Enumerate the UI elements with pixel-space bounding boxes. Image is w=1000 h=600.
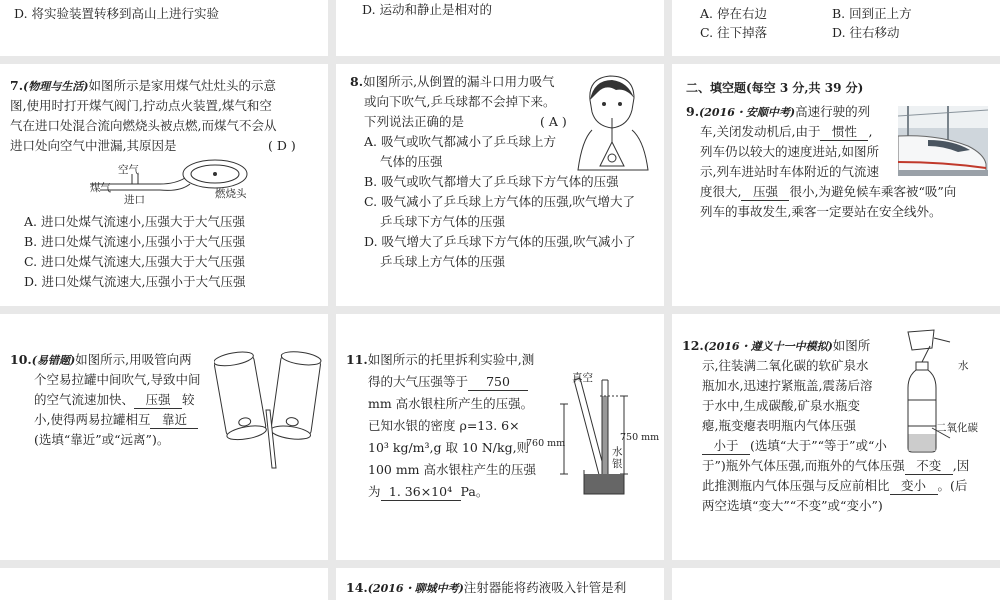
question-text: 车,关闭发动机后,由于 — [700, 124, 821, 139]
label-vacuum: 真空 — [572, 372, 593, 384]
question-text: ,因 — [952, 458, 970, 473]
question-tag: (易错题) — [31, 354, 76, 367]
question-text: 或向下吹气,乒乓球都不会掉下来。 — [364, 94, 556, 109]
option-d: D. 运动和静止是相对的 — [362, 2, 493, 17]
question-text: (选填“大于”“等于”或“小 — [750, 438, 887, 453]
question-text: 于”)瓶外气体压强,而瓶外的气体压强 — [702, 458, 905, 473]
question-tag: (2016・安顺中考) — [699, 106, 796, 119]
option-b: B. 回到正上方 — [832, 6, 912, 21]
question-text: 列车仍以较大的速度进站,如图所 — [700, 144, 879, 159]
question-tag: (物理与生活) — [23, 80, 89, 93]
answer-blank-2: 不变 — [905, 458, 953, 475]
question-14-line-1 — [346, 578, 626, 599]
question-11-line-2 — [368, 372, 528, 392]
answer-blank-2: 靠近 — [150, 412, 198, 429]
option-a: A. 吸气或吹气都减小了乒乓球上方 — [364, 134, 556, 149]
question-text: 注射器能将药液吸入针管是利 — [463, 580, 627, 595]
option-b: B. 进口处煤气流速小,压强小于大气压强 — [24, 234, 246, 249]
question-text: Pa。 — [460, 484, 489, 499]
label-air: 空气 — [118, 164, 139, 176]
question-12-line-6 — [702, 436, 887, 456]
question-text: 为 — [368, 484, 381, 499]
answer-blank-2: 压强 — [741, 184, 789, 201]
question-text: 此推测瓶内气体压强与反应前相比 — [702, 478, 890, 493]
question-text: 两空选填“变大”“不变”或“变小”) — [702, 498, 883, 513]
question-12-card — [672, 314, 1000, 560]
label-750: 750 mm — [620, 432, 660, 443]
question-9-line-2 — [700, 122, 872, 142]
card-bottom-left — [0, 568, 328, 600]
question-11-card — [336, 314, 664, 560]
option-c-cont: 乒乓球下方气体的压强 — [380, 214, 506, 229]
question-text: 100 mm 高水银柱产生的压强 — [368, 462, 537, 477]
question-text: 瓶加水,迅速拧紧瓶盖,震荡后溶 — [702, 378, 873, 393]
label-mercury: 水银 — [612, 446, 623, 470]
question-text: (选填“靠近”或“远离”)。 — [34, 432, 170, 447]
question-text: , — [868, 124, 873, 139]
answer-blank-3: 变小 — [890, 478, 938, 495]
option-b: B. 吸气或吹气都增大了乒乓球下方气体的压强 — [364, 174, 619, 189]
question-7-line-1 — [10, 76, 276, 97]
question-text: 较 — [182, 392, 195, 407]
question-text: 如图所示的托里拆利实验中,测 — [367, 352, 535, 367]
question-9-line-1 — [686, 102, 870, 123]
option-d-cont: 乒乓球上方气体的压强 — [380, 254, 506, 269]
option-c: C. 进口处煤气流速大,压强大于大气压强 — [24, 254, 246, 269]
question-text: 下列说法正确的是 — [364, 114, 465, 129]
question-10-line-1 — [10, 350, 192, 371]
option-d: D. 将实验装置转移到高山上进行实验 — [14, 6, 220, 21]
question-number: 9. — [686, 104, 700, 119]
option-d: D. 往右移动 — [832, 25, 900, 40]
question-text: 。(后 — [937, 478, 968, 493]
two-cans-diagram — [214, 350, 324, 470]
section-title: 二、填空题(每空 3 分,共 39 分) — [686, 81, 864, 95]
label-burner: 燃烧头 — [215, 188, 247, 200]
question-text: 列车的事故发生,乘客一定要站在安全线外。 — [700, 204, 942, 219]
question-text: 已知水银的密度 ρ=13. 6× — [368, 418, 520, 433]
question-10-card — [0, 314, 328, 560]
question-text: 如图所示是家用煤气灶灶头的示意 — [88, 78, 276, 93]
answer-blank-1: 小于 — [702, 438, 750, 455]
label-water: 水 — [958, 360, 969, 372]
question-14-card — [336, 568, 664, 600]
label-inlet: 进口 — [124, 194, 145, 206]
question-number: 10. — [10, 352, 32, 367]
question-8-card — [336, 64, 664, 306]
question-10-line-4 — [34, 410, 198, 430]
option-a: A. 进口处煤气流速小,压强大于大气压强 — [24, 214, 245, 229]
question-12-line-8 — [702, 476, 967, 496]
question-9-card — [672, 64, 1000, 306]
question-11-line-7 — [368, 482, 488, 502]
question-tag: (2016・聊城中考) — [367, 582, 464, 595]
answer: ( A ) — [540, 114, 567, 129]
option-d: D. 吸气增大了乒乓球下方气体的压强,吹气减小了 — [364, 234, 636, 249]
question-text: 如图所 — [832, 338, 871, 353]
question-text: 瘪,瓶变瘪表明瓶内气体压强 — [702, 418, 856, 433]
question-text: 小,使得两易拉罐相互 — [34, 412, 151, 427]
question-text: 图,使用时打开煤气阀门,拧动点火装置,煤气和空 — [10, 98, 272, 113]
label-gas: 煤气 — [90, 182, 111, 194]
funnel-boy-illustration — [568, 70, 658, 175]
option-a-cont: 气体的压强 — [380, 154, 443, 169]
question-text: 气在进口处混合流向燃烧头被点燃,而煤气不会从 — [10, 118, 277, 133]
question-7-card — [0, 64, 328, 306]
question-text: 如图所示,用吸管向两 — [75, 352, 192, 367]
option-c: C. 吸气减小了乒乓球上方气体的压强,吹气增大了 — [364, 194, 636, 209]
question-number: 12. — [682, 338, 704, 353]
question-text: 高速行驶的列 — [795, 104, 871, 119]
answer-blank-1: 压强 — [134, 392, 182, 409]
question-text: 得的大气压强等于 — [368, 374, 469, 389]
question-text: 示,往装满二氧化碳的软矿泉水 — [702, 358, 869, 373]
question-9-line-5 — [700, 182, 956, 202]
option-d: D. 进口处煤气流速大,压强小于大气压强 — [24, 274, 246, 289]
question-text: 进口处向空气中泄漏,其原因是 — [10, 138, 177, 153]
question-number: 14. — [346, 580, 368, 595]
train-photo — [898, 106, 988, 176]
question-text: 如图所示,从倒置的漏斗口用力吸气 — [363, 74, 555, 89]
question-11-line-1 — [346, 350, 534, 370]
question-number: 7. — [10, 78, 24, 93]
card-top-mid — [336, 0, 664, 56]
question-10-line-3 — [34, 390, 195, 410]
question-text: 度很大, — [700, 184, 742, 199]
question-12-line-7 — [702, 456, 969, 476]
question-text: 很小,为避免候车乘客被“吸”向 — [789, 184, 957, 199]
question-text: 10³ kg/m³,g 取 10 N/kg,则 — [368, 440, 530, 455]
label-co2: 二氧化碳 — [936, 422, 978, 434]
gas-burner-diagram — [80, 154, 280, 206]
answer: ( D ) — [268, 138, 296, 153]
question-text: 于水中,生成碳酸,矿泉水瓶变 — [702, 398, 860, 413]
question-number: 8. — [350, 74, 364, 89]
question-number: 11. — [346, 352, 368, 367]
option-c: C. 往下掉落 — [700, 25, 768, 40]
question-8-line-1 — [350, 72, 555, 92]
answer-blank-1: 750 — [468, 374, 528, 391]
question-tag: (2016・遵义十一中模拟) — [703, 340, 833, 353]
card-top-left — [0, 0, 328, 56]
answer-blank-1: 惯性 — [820, 124, 868, 141]
question-text: 个空易拉罐中间吹气,导致中间 — [34, 372, 201, 387]
question-text: mm 高水银柱所产生的压强。 — [368, 396, 534, 411]
question-text: 的空气流速加快、 — [34, 392, 135, 407]
card-top-right — [672, 0, 1000, 56]
bottle-diagram — [894, 328, 954, 456]
option-a: A. 停在右边 — [700, 6, 767, 21]
card-bottom-right — [672, 568, 1000, 600]
question-text: 示,列车进站时车体附近的气流速 — [700, 164, 879, 179]
question-12-line-1 — [682, 336, 870, 357]
answer-blank-2: 1. 36×10⁴ — [381, 484, 461, 501]
label-760: 760 mm — [526, 438, 566, 449]
